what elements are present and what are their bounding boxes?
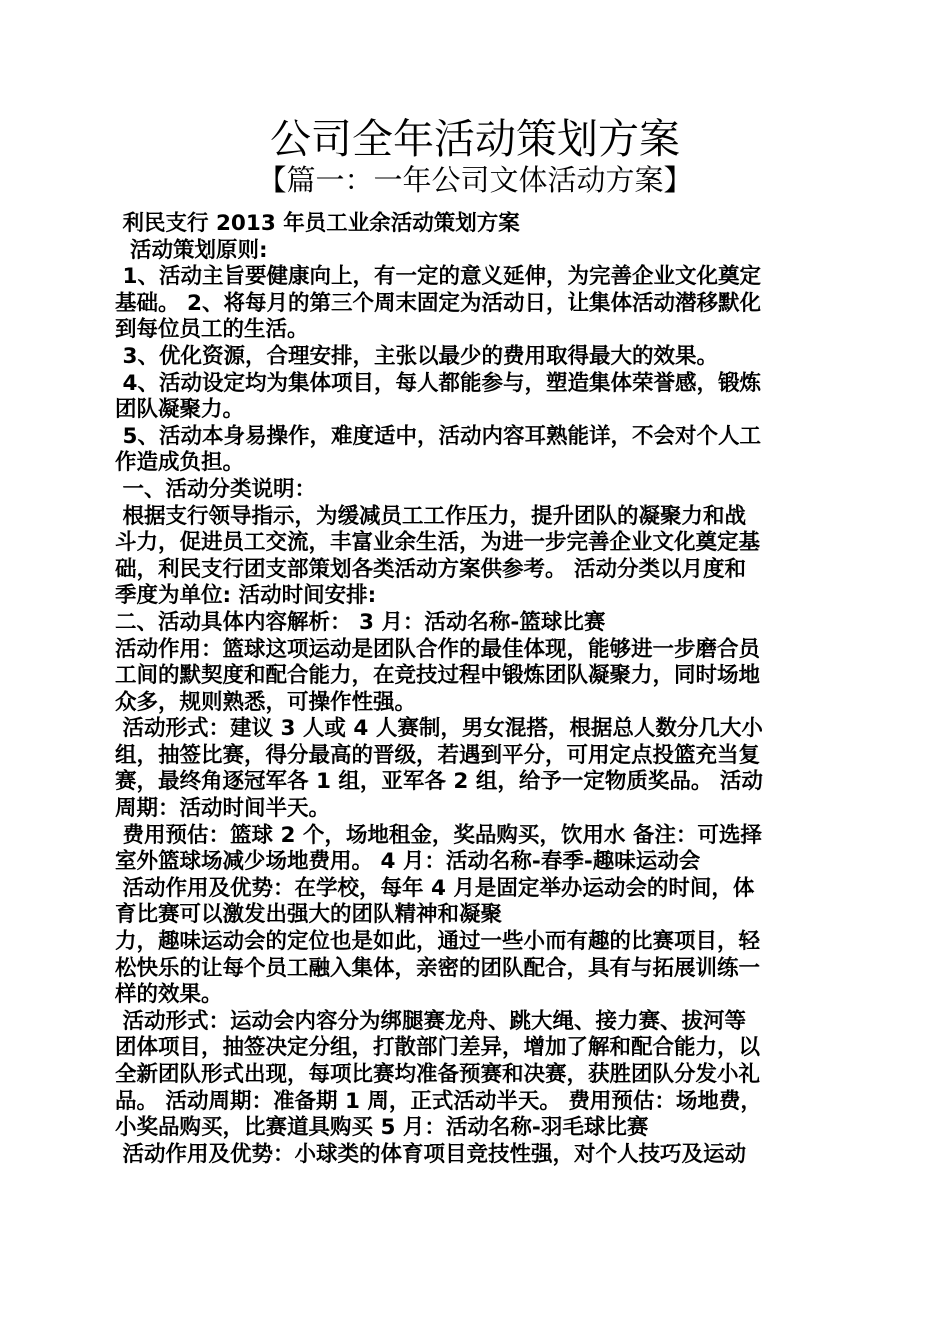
- body-line: 周期：活动时间半天。: [115, 796, 331, 822]
- document-subtitle: 【篇一：一年公司文体活动方案】: [257, 163, 693, 197]
- body-line: 1、活动主旨要健康向上，有一定的意义延伸，为完善企业文化奠定: [115, 264, 761, 290]
- body-line: 3、优化资源，合理安排，主张以最少的费用取得最大的效果。: [115, 343, 718, 369]
- body-line: 室外篮球场减少场地费用。 4 月：活动名称-春季-趣味运动会: [115, 849, 701, 875]
- body-line: 众多，规则熟悉，可操作性强。: [115, 689, 417, 715]
- body-line: 全新团队形式出现，每项比赛均准备预赛和决赛，获胜团队分发小礼: [115, 1062, 761, 1087]
- document-body: [115, 211, 840, 1168]
- body-line: 小奖品购买，比赛道具购买 5 月：活动名称-羽毛球比赛: [115, 1115, 649, 1141]
- body-line: 育比赛可以激发出强大的团队精神和凝聚: [115, 902, 503, 928]
- body-line: 根据支行领导指示，为缓减员工工作压力，提升团队的凝聚力和战: [115, 503, 746, 529]
- body-line: 品。 活动周期：准备期 1 周，正式活动半天。 费用预估：场地费，: [115, 1088, 762, 1114]
- body-line: 5、活动本身易操作，难度适中，活动内容耳熟能详，不会对个人工: [115, 423, 761, 449]
- body-line: 团体项目，抽签决定分组，打散部门差异，增加了解和配合能力，以: [115, 1035, 761, 1061]
- body-line: 础，利民支行团支部策划各类活动方案供参考。 活动分类以月度和: [115, 556, 746, 582]
- body-line: 费用预估：篮球 2 个，场地租金，奖品购买，饮用水 备注：可选择: [115, 822, 762, 848]
- body-line: 赛，最终角逐冠军各 1 组，亚军各 2 组，给予一定物质奖品。 活动: [115, 769, 763, 795]
- body-line: 活动形式：运动会内容分为绑腿赛龙舟、跳大绳、接力赛、拔河等: [115, 1008, 746, 1034]
- body-line: 力，趣味运动会的定位也是如此，通过一些小而有趣的比赛项目，轻: [115, 929, 761, 955]
- body-line: 活动作用及优势：在学校，每年 4 月是固定举办运动会的时间，体: [115, 875, 755, 901]
- body-line: 一、活动分类说明：: [115, 476, 316, 502]
- body-line: 二、活动具体内容解析： 3 月：活动名称-篮球比赛: [115, 609, 606, 635]
- body-line: 利民支行 2013 年员工业余活动策划方案: [115, 211, 520, 236]
- body-line: 活动形式：建议 3 人或 4 人赛制，男女混搭，根据总人数分几大小: [115, 716, 763, 742]
- body-line: 活动策划原则:: [115, 237, 268, 263]
- body-line: 作造成负担。: [115, 450, 245, 476]
- body-line: 活动作用及优势：小球类的体育项目竞技性强，对个人技巧及运动: [115, 1141, 746, 1167]
- body-line: 团队凝聚力。: [115, 397, 245, 423]
- body-line: 松快乐的让每个员工融入集体，亲密的团队配合，具有与拓展训练一: [115, 955, 761, 981]
- body-line: 4、活动设定均为集体项目，每人都能参与，塑造集体荣誉感，锻炼: [115, 370, 761, 396]
- body-line: 到每位员工的生活。: [115, 317, 309, 343]
- body-line: 工间的默契度和配合能力，在竞技过程中锻炼团队凝聚力，同时场地: [115, 663, 761, 689]
- body-line: 季度为单位: 活动时间安排:: [115, 583, 377, 609]
- body-line: 组，抽签比赛，得分最高的晋级，若遇到平分，可用定点投篮充当复: [115, 742, 761, 768]
- body-line: 活动作用：篮球这项运动是团队合作的最佳体现，能够进一步磨合员: [115, 636, 761, 662]
- body-line: 样的效果。: [115, 982, 223, 1008]
- body-line: 斗力，促进员工交流，丰富业余生活，为进一步完善企业文化奠定基: [115, 530, 761, 556]
- document-title: 公司全年活动策划方案: [270, 115, 680, 163]
- body-line: 基础。 2、将每月的第三个周末固定为活动日，让集体活动潜移默化: [115, 290, 761, 316]
